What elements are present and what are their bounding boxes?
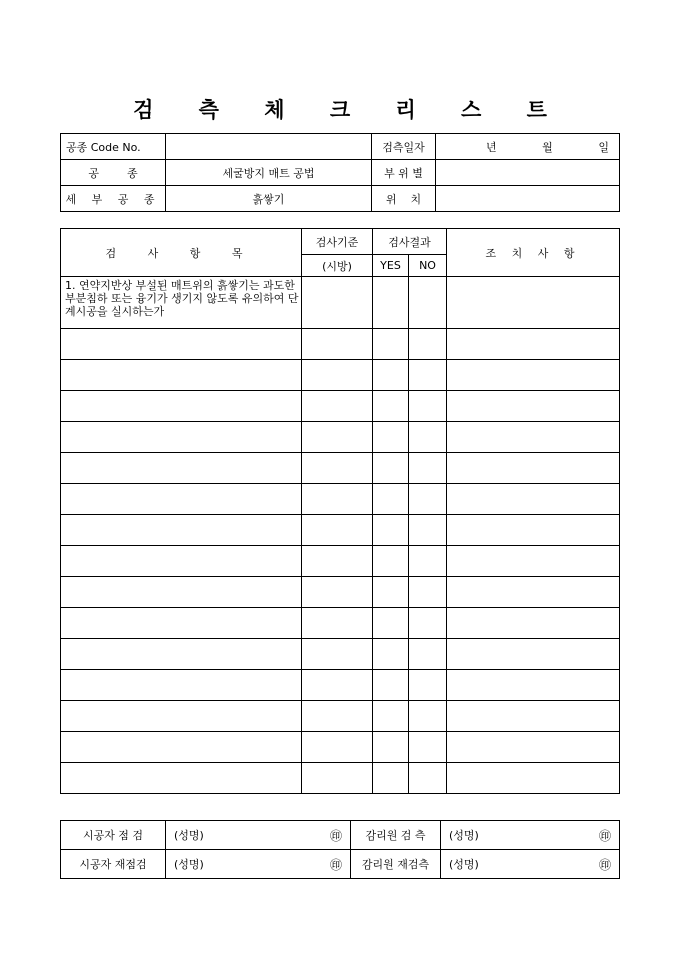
action-cell[interactable] <box>447 453 620 484</box>
yes-cell[interactable] <box>373 329 409 360</box>
item-text-cell[interactable] <box>61 670 302 701</box>
part-label: 부 위 별 <box>372 160 436 186</box>
no-cell[interactable] <box>409 484 447 515</box>
standard-cell[interactable] <box>302 277 373 329</box>
signature-name-placeholder: (성명) <box>449 828 479 842</box>
no-cell[interactable] <box>409 639 447 670</box>
action-cell[interactable] <box>447 360 620 391</box>
work-type-label: 공 종 <box>61 160 166 186</box>
item-text-cell[interactable] <box>61 391 302 422</box>
item-text-cell[interactable]: 1. 연약지반상 부설된 매트위의 흙쌓기는 과도한 부분침하 또는 융기가 생기지 않도록 유의하여 단계시공을 실시하는가 <box>61 277 302 329</box>
signature-row <box>61 850 620 879</box>
item-text-cell[interactable] <box>61 577 302 608</box>
yes-cell[interactable] <box>373 608 409 639</box>
yes-cell[interactable] <box>373 639 409 670</box>
no-cell[interactable] <box>409 515 447 546</box>
signature-row <box>61 821 620 850</box>
item-text-cell[interactable] <box>61 763 302 794</box>
checklist-row <box>61 546 620 577</box>
standard-cell[interactable] <box>302 515 373 546</box>
standard-cell[interactable] <box>302 639 373 670</box>
checklist-row <box>61 577 620 608</box>
no-cell[interactable] <box>409 763 447 794</box>
action-cell[interactable] <box>447 391 620 422</box>
yes-cell[interactable] <box>373 670 409 701</box>
part-field[interactable] <box>436 160 620 186</box>
action-cell[interactable] <box>447 763 620 794</box>
work-type-field[interactable]: 세굴방지 매트 공법 <box>166 160 372 186</box>
inspection-date-label: 검측일자 <box>372 134 436 160</box>
standard-cell[interactable] <box>302 763 373 794</box>
item-text-cell[interactable] <box>61 608 302 639</box>
location-label: 위 치 <box>372 186 436 212</box>
yes-cell[interactable] <box>373 515 409 546</box>
construction-code-label: 공종 Code No. <box>61 134 166 160</box>
action-cell[interactable] <box>447 639 620 670</box>
yes-cell[interactable] <box>373 360 409 391</box>
col-yes: YES <box>373 255 409 277</box>
checklist-row <box>61 391 620 422</box>
item-text-cell[interactable] <box>61 701 302 732</box>
col-result: 검사결과 <box>373 229 447 255</box>
no-cell[interactable] <box>409 391 447 422</box>
checklist-table <box>60 228 620 794</box>
action-cell[interactable] <box>447 546 620 577</box>
yes-cell[interactable] <box>373 277 409 329</box>
action-cell[interactable] <box>447 484 620 515</box>
inspection-date-field[interactable] <box>436 134 620 160</box>
no-cell[interactable] <box>409 546 447 577</box>
item-text-cell[interactable] <box>61 732 302 763</box>
checklist-row <box>61 670 620 701</box>
action-cell[interactable] <box>447 701 620 732</box>
no-cell[interactable] <box>409 277 447 329</box>
standard-cell[interactable] <box>302 484 373 515</box>
yes-cell[interactable] <box>373 484 409 515</box>
standard-cell[interactable] <box>302 701 373 732</box>
standard-cell[interactable] <box>302 391 373 422</box>
standard-cell[interactable] <box>302 546 373 577</box>
col-standard-sub <box>302 255 373 277</box>
yes-cell[interactable] <box>373 577 409 608</box>
seal-icon: ㊞ <box>329 828 342 843</box>
yes-cell[interactable] <box>373 546 409 577</box>
contractor-signature-field[interactable] <box>166 850 351 879</box>
contractor-signature-label: 시공자 점 검 <box>61 821 166 850</box>
seal-icon: ㊞ <box>329 857 342 872</box>
yes-cell[interactable] <box>373 453 409 484</box>
item-text-cell[interactable] <box>61 329 302 360</box>
yes-cell[interactable] <box>373 732 409 763</box>
header-table <box>60 133 620 212</box>
action-cell[interactable] <box>447 608 620 639</box>
no-cell[interactable] <box>409 608 447 639</box>
no-cell[interactable] <box>409 360 447 391</box>
date-year: 년 <box>486 140 497 154</box>
item-text-cell[interactable] <box>61 422 302 453</box>
signature-name-placeholder: (성명) <box>449 857 479 871</box>
checklist-row <box>61 422 620 453</box>
checklist-row <box>61 608 620 639</box>
checklist-row <box>61 329 620 360</box>
checklist-row <box>61 732 620 763</box>
item-text-cell[interactable] <box>61 360 302 391</box>
no-cell[interactable] <box>409 701 447 732</box>
no-cell[interactable] <box>409 422 447 453</box>
date-day: 일 <box>598 140 609 154</box>
location-field[interactable] <box>436 186 620 212</box>
standard-cell[interactable] <box>302 732 373 763</box>
supervisor-signature-label: 감리원 재검측 <box>351 850 441 879</box>
no-cell[interactable] <box>409 577 447 608</box>
supervisor-signature-field[interactable] <box>441 850 620 879</box>
date-month: 월 <box>542 140 553 154</box>
checklist-row <box>61 639 620 670</box>
standard-cell[interactable] <box>302 329 373 360</box>
action-cell[interactable] <box>447 732 620 763</box>
yes-cell[interactable] <box>373 391 409 422</box>
standard-cell[interactable] <box>302 422 373 453</box>
contractor-signature-label: 시공자 재점검 <box>61 850 166 879</box>
col-inspection-item: 검 사 항 목 <box>61 229 302 277</box>
item-text-cell[interactable] <box>61 515 302 546</box>
page-title: 검 측 체 크 리 스 트 <box>133 97 566 122</box>
standard-cell[interactable] <box>302 670 373 701</box>
yes-cell[interactable] <box>373 763 409 794</box>
checklist-row <box>61 701 620 732</box>
standard-cell[interactable] <box>302 577 373 608</box>
item-text-cell[interactable] <box>61 484 302 515</box>
no-cell[interactable] <box>409 670 447 701</box>
sub-work-field[interactable]: 흙쌓기 <box>166 186 372 212</box>
action-cell[interactable] <box>447 422 620 453</box>
checklist-row <box>61 515 620 546</box>
item-text-cell[interactable] <box>61 453 302 484</box>
checklist-row <box>61 763 620 794</box>
standard-cell[interactable] <box>302 453 373 484</box>
col-no: NO <box>409 255 447 277</box>
action-cell[interactable] <box>447 515 620 546</box>
yes-cell[interactable] <box>373 701 409 732</box>
standard-cell[interactable] <box>302 608 373 639</box>
no-cell[interactable] <box>409 329 447 360</box>
checklist-row <box>61 484 620 515</box>
supervisor-signature-field[interactable] <box>441 821 620 850</box>
action-cell[interactable] <box>447 670 620 701</box>
contractor-signature-field[interactable] <box>166 821 351 850</box>
action-cell[interactable] <box>447 329 620 360</box>
col-standard <box>302 229 373 255</box>
seal-icon: ㊞ <box>598 857 611 872</box>
supervisor-signature-label: 감리원 검 측 <box>351 821 441 850</box>
col-standard-line1: 검사기준 <box>315 235 359 249</box>
checklist-row <box>61 277 620 329</box>
seal-icon: ㊞ <box>598 828 611 843</box>
construction-code-field[interactable] <box>166 134 372 160</box>
col-action: 조 치 사 항 <box>447 229 620 277</box>
item-text-cell[interactable] <box>61 639 302 670</box>
col-standard-line2: (시방) <box>322 259 352 273</box>
signature-name-placeholder: (성명) <box>174 857 204 871</box>
action-cell[interactable] <box>447 277 620 329</box>
no-cell[interactable] <box>409 453 447 484</box>
action-cell[interactable] <box>447 577 620 608</box>
no-cell[interactable] <box>409 732 447 763</box>
checklist-row <box>61 453 620 484</box>
yes-cell[interactable] <box>373 422 409 453</box>
standard-cell[interactable] <box>302 360 373 391</box>
signature-name-placeholder: (성명) <box>174 828 204 842</box>
item-text-cell[interactable] <box>61 546 302 577</box>
signature-table <box>60 820 620 879</box>
sub-work-label: 세 부 공 종 <box>61 186 166 212</box>
checklist-row <box>61 360 620 391</box>
